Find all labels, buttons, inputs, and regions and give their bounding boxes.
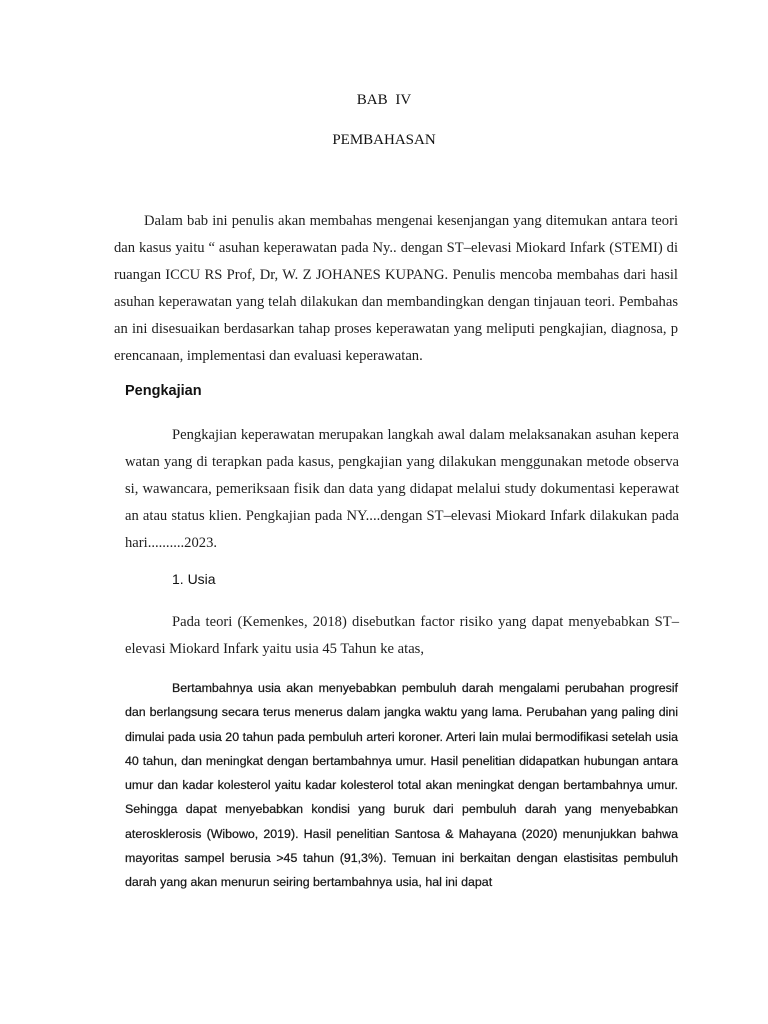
section-paragraph: Pengkajian keperawatan merupakan langkah awal dalam melaksanakan asuhan keperawatan yang di terapkan pada kasus, pengkajian yang dilakukan menggunakan metode observasi, wawancara, pemeriksaan fisik dan data yang didapat melalui study dokumentasi keperawatan atau status klien. Pengkajian pada NY....dengan ST–elevasi Miokard Infark dilakukan pada hari..........2023. (125, 427, 679, 551)
subsection-heading: 1. Usia (172, 571, 216, 587)
chapter-title: PEMBAHASAN (332, 132, 436, 148)
theory-paragraph: Pada teori (Kemenkes, 2018) disebutkan factor risiko yang dapat menyebabkan ST–elevasi Miokard Infark yaitu usia 45 Tahun ke atas, (125, 614, 679, 657)
chapter-number: BAB IV (356, 92, 412, 108)
quoted-paragraph: Bertambahnya usia akan menyebabkan pembuluh darah mengalami perubahan progresif dan berlangsung secara terus menerus dalam jangka waktu yang lama. Perubahan yang paling dini dimulai pada usia 20 tahun pada pembuluh arteri koroner. Arteri lain mulai bermodifikasi setelah usia 40 tahun, dan meningkat dengan bertambahnya umur. Hasil penelitian didapatkan hubungan antara umur dan kadar kolesterol yaitu kadar kolesterol total akan meningkat dengan bertambahnya umur. Sehingga dapat menyebabkan kondisi yang buruk dari pembuluh darah yang menyebabkan aterosklerosis (Wibowo, 2019). Hasil penelitian Santosa & Mahayana (2020) menunjukkan bahwa mayoritas sampel berusia >45 tahun (91,3%). Temuan ini berkaitan dengan elastisitas pembuluh darah yang akan menurun seiring bertambahnya usia, hal ini dapat (125, 681, 678, 890)
section-heading: Pengkajian (125, 383, 202, 399)
intro-paragraph: Dalam bab ini penulis akan membahas mengenai kesenjangan yang ditemukan antara teori dan kasus yaitu “ asuhan keperawatan pada Ny.. dengan ST–elevasi Miokard Infark (STEMI) di ruangan ICCU RS Prof, Dr, W. Z JOHANES KUPANG. Penulis mencoba membahas dari hasil asuhan keperawatan yang telah dilakukan dan membandingkan dengan tinjauan teori. Pembahasan ini disesuaikan berdasarkan tahap proses keperawatan yang meliputi pengkajian, diagnosa, perencanaan, implementasi dan evaluasi keperawatan. (114, 213, 678, 364)
